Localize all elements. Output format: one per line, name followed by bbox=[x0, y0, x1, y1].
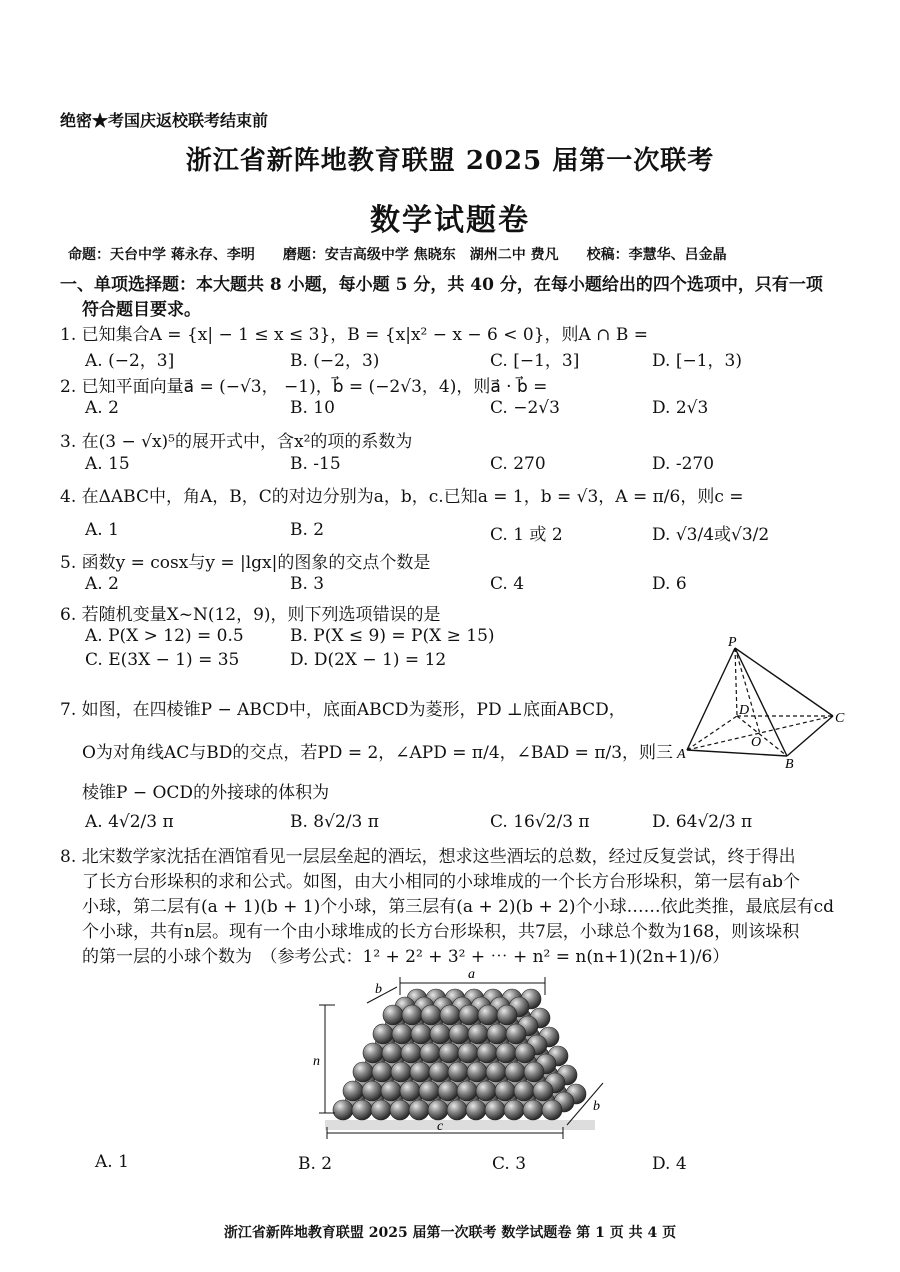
ball bbox=[504, 1100, 524, 1120]
ball bbox=[409, 1100, 429, 1120]
ball bbox=[391, 1062, 411, 1082]
vertex-label-b: B bbox=[785, 757, 794, 770]
ball bbox=[466, 1100, 486, 1120]
ball bbox=[533, 1081, 553, 1101]
question-3-stem: 3. 在(3 − √x)⁵的展开式中，含x²的项的系数为 bbox=[60, 432, 413, 452]
ball bbox=[419, 1081, 439, 1101]
ball-pile bbox=[333, 989, 586, 1120]
question-5-stem: 5. 函数y = cosx与y = |lgx|的图象的交点个数是 bbox=[60, 553, 431, 573]
question-7-stem-line3: 棱锥P − OCD的外接球的体积为 bbox=[82, 783, 330, 803]
ball bbox=[505, 1062, 525, 1082]
ground-shadow bbox=[325, 1120, 595, 1130]
question-7-stem-line2: O为对角线AC与BD的交点，若PD = 2，∠APD = π/4，∠BAD = π/3，则三 bbox=[82, 743, 674, 763]
ball bbox=[468, 1024, 488, 1044]
credits-line: 命题：天台中学 蒋永存、李明 磨题：安吉高级中学 焦晓东 湖州二中 费凡 校稿：李慧华、吕金晶 bbox=[68, 247, 727, 263]
question-2-option-b: B. 10 bbox=[290, 398, 335, 418]
ball bbox=[439, 1043, 459, 1063]
ball bbox=[372, 1062, 392, 1082]
question-1-option-a: A. (−2，3] bbox=[85, 351, 175, 371]
question-8-stem-line3: 小球，第二层有(a + 1)(b + 1)个小球，第三层有(a + 2)(b + 2)个小球……依此类推，最底层有cd bbox=[82, 897, 834, 917]
question-2-option-d: D. 2√3 bbox=[652, 398, 709, 418]
section-heading: 一、单项选择题：本大题共 8 小题，每小题 5 分，共 40 分，在每小题给出的四个选项中，只有一项 bbox=[60, 275, 823, 295]
paper-subtitle: 数学试题卷 bbox=[370, 203, 530, 238]
ball bbox=[381, 1081, 401, 1101]
ball bbox=[476, 1081, 496, 1101]
ball bbox=[496, 1043, 516, 1063]
ball bbox=[392, 1024, 412, 1044]
ball bbox=[523, 1100, 543, 1120]
confidential-notice: 绝密★考国庆返校联考结束前 bbox=[60, 111, 269, 130]
ball bbox=[477, 1043, 497, 1063]
ball bbox=[411, 1024, 431, 1044]
ball bbox=[333, 1100, 353, 1120]
question-7-option-d: D. 64√2/3 π bbox=[652, 812, 753, 832]
question-8-option-a: A. 1 bbox=[95, 1152, 129, 1172]
question-8-stem-line5: 的第一层的小球个数为 （参考公式：1² + 2² + 3² + ⋯ + n² = n(n+1)(2n+1)/6） bbox=[82, 947, 730, 967]
page-footer: 浙江省新阵地教育联盟 2025 届第一次联考 数学试题卷 第 1 页 共 4 页 bbox=[223, 1225, 677, 1241]
ball bbox=[421, 1005, 441, 1025]
ball bbox=[400, 1081, 420, 1101]
question-4-option-a: A. 1 bbox=[85, 520, 119, 540]
section-heading-cont: 符合题目要求。 bbox=[82, 300, 201, 320]
question-2-option-a: A. 2 bbox=[85, 398, 119, 418]
ball bbox=[438, 1081, 458, 1101]
ball bbox=[514, 1081, 534, 1101]
ball bbox=[371, 1100, 391, 1120]
ball bbox=[363, 1043, 383, 1063]
ball-stack-figure bbox=[305, 965, 615, 1145]
question-3-option-c: C. 270 bbox=[490, 454, 546, 474]
vertex-label-o: O bbox=[751, 735, 762, 750]
ball bbox=[440, 1005, 460, 1025]
ball bbox=[420, 1043, 440, 1063]
question-6-option-a: A. P(X > 12) = 0.5 bbox=[85, 626, 244, 646]
ball bbox=[515, 1043, 535, 1063]
question-5-option-b: B. 3 bbox=[290, 574, 325, 594]
pyramid-figure bbox=[675, 630, 855, 770]
question-3-option-b: B. -15 bbox=[290, 454, 341, 474]
question-7-option-a: A. 4√2/3 π bbox=[85, 812, 174, 832]
dimension-label-c: c bbox=[437, 1119, 444, 1134]
question-5-option-a: A. 2 bbox=[85, 574, 119, 594]
dimension-label-n: n bbox=[313, 1054, 320, 1069]
question-4-stem: 4. 在ΔABC中，角A，B，C的对边分别为a，b，c.已知a = 1，b = √3，A = π/6，则c = bbox=[60, 487, 744, 507]
question-7-option-c: C. 16√2/3 π bbox=[490, 812, 590, 832]
ball bbox=[353, 1062, 373, 1082]
question-7-stem-line1: 7. 如图，在四棱锥P − ABCD中，底面ABCD为菱形，PD ⊥底面ABCD， bbox=[60, 700, 626, 720]
question-8-option-c: C. 3 bbox=[492, 1154, 527, 1174]
ball bbox=[401, 1043, 421, 1063]
ball bbox=[486, 1062, 506, 1082]
vertex-label-d: D bbox=[739, 703, 750, 718]
ball bbox=[457, 1081, 477, 1101]
vertex-label-c: C bbox=[835, 711, 845, 726]
question-6-option-d: D. D(2X − 1) = 12 bbox=[290, 650, 447, 670]
ball bbox=[382, 1043, 402, 1063]
question-4-option-d: D. √3/4或√3/2 bbox=[652, 525, 770, 545]
ball bbox=[487, 1024, 507, 1044]
question-1-option-b: B. (−2，3) bbox=[290, 351, 380, 371]
ball bbox=[485, 1100, 505, 1120]
ball bbox=[459, 1005, 479, 1025]
ball bbox=[429, 1062, 449, 1082]
question-1-option-d: D. [−1，3) bbox=[652, 351, 742, 371]
ball bbox=[458, 1043, 478, 1063]
ball bbox=[362, 1081, 382, 1101]
question-1-stem: 1. 已知集合A = {x| − 1 ≤ x ≤ 3}，B = {x|x² − x − 6 < 0}，则A ∩ B = bbox=[60, 325, 649, 345]
question-8-stem-line1: 8. 北宋数学家沈括在酒馆看见一层层垒起的酒坛，想求这些酒坛的总数，经过反复尝试，终于得出 bbox=[60, 847, 796, 867]
dimension-label-a: a bbox=[468, 967, 475, 982]
ball bbox=[428, 1100, 448, 1120]
dimension-label-b-side: b bbox=[593, 1099, 600, 1114]
question-7-option-b: B. 8√2/3 π bbox=[290, 812, 379, 832]
question-3-option-d: D. -270 bbox=[652, 454, 715, 474]
ball bbox=[410, 1062, 430, 1082]
ball bbox=[402, 1005, 422, 1025]
ball bbox=[390, 1100, 410, 1120]
question-8-stem-line2: 了长方台形垛积的求和公式。如图，由大小相同的小球堆成的一个长方台形垛积，第一层有ab个 bbox=[82, 872, 801, 892]
ball bbox=[352, 1100, 372, 1120]
question-6-option-c: C. E(3X − 1) = 35 bbox=[85, 650, 240, 670]
ball bbox=[478, 1005, 498, 1025]
question-2-stem: 2. 已知平面向量a⃗ = (−√3， −1)，b⃗ = (−2√3，4)，则a⃗ · b⃗ = bbox=[60, 377, 548, 397]
ball bbox=[430, 1024, 450, 1044]
question-5-option-c: C. 4 bbox=[490, 574, 525, 594]
question-5-option-d: D. 6 bbox=[652, 574, 687, 594]
ball bbox=[542, 1100, 562, 1120]
ball bbox=[343, 1081, 363, 1101]
dimension-label-b-top: b bbox=[375, 982, 382, 997]
ball bbox=[448, 1062, 468, 1082]
question-1-option-c: C. [−1，3] bbox=[490, 351, 580, 371]
ball bbox=[383, 1005, 403, 1025]
ball bbox=[449, 1024, 469, 1044]
ball bbox=[524, 1062, 544, 1082]
question-3-option-a: A. 15 bbox=[85, 454, 130, 474]
ball bbox=[506, 1024, 526, 1044]
question-4-option-b: B. 2 bbox=[290, 520, 325, 540]
question-6-stem: 6. 若随机变量X~N(12，9)，则下列选项错误的是 bbox=[60, 605, 441, 625]
vertex-label-a: A bbox=[677, 747, 686, 762]
question-8-option-b: B. 2 bbox=[298, 1154, 333, 1174]
ball bbox=[497, 1005, 517, 1025]
ball bbox=[447, 1100, 467, 1120]
question-6-option-b: B. P(X ≤ 9) = P(X ≥ 15) bbox=[290, 626, 495, 646]
exam-title: 浙江省新阵地教育联盟 2025 届第一次联考 bbox=[185, 146, 715, 176]
ball bbox=[495, 1081, 515, 1101]
question-8-option-d: D. 4 bbox=[652, 1154, 687, 1174]
ball bbox=[467, 1062, 487, 1082]
ball bbox=[373, 1024, 393, 1044]
question-8-stem-line4: 个小球，共有n层。现有一个由小球堆成的长方台形垛积，共7层，小球总个数为168，则该垛积 bbox=[82, 922, 800, 942]
question-4-option-c: C. 1 或 2 bbox=[490, 525, 563, 545]
question-2-option-c: C. −2√3 bbox=[490, 398, 560, 418]
vertex-label-p: P bbox=[728, 635, 737, 650]
